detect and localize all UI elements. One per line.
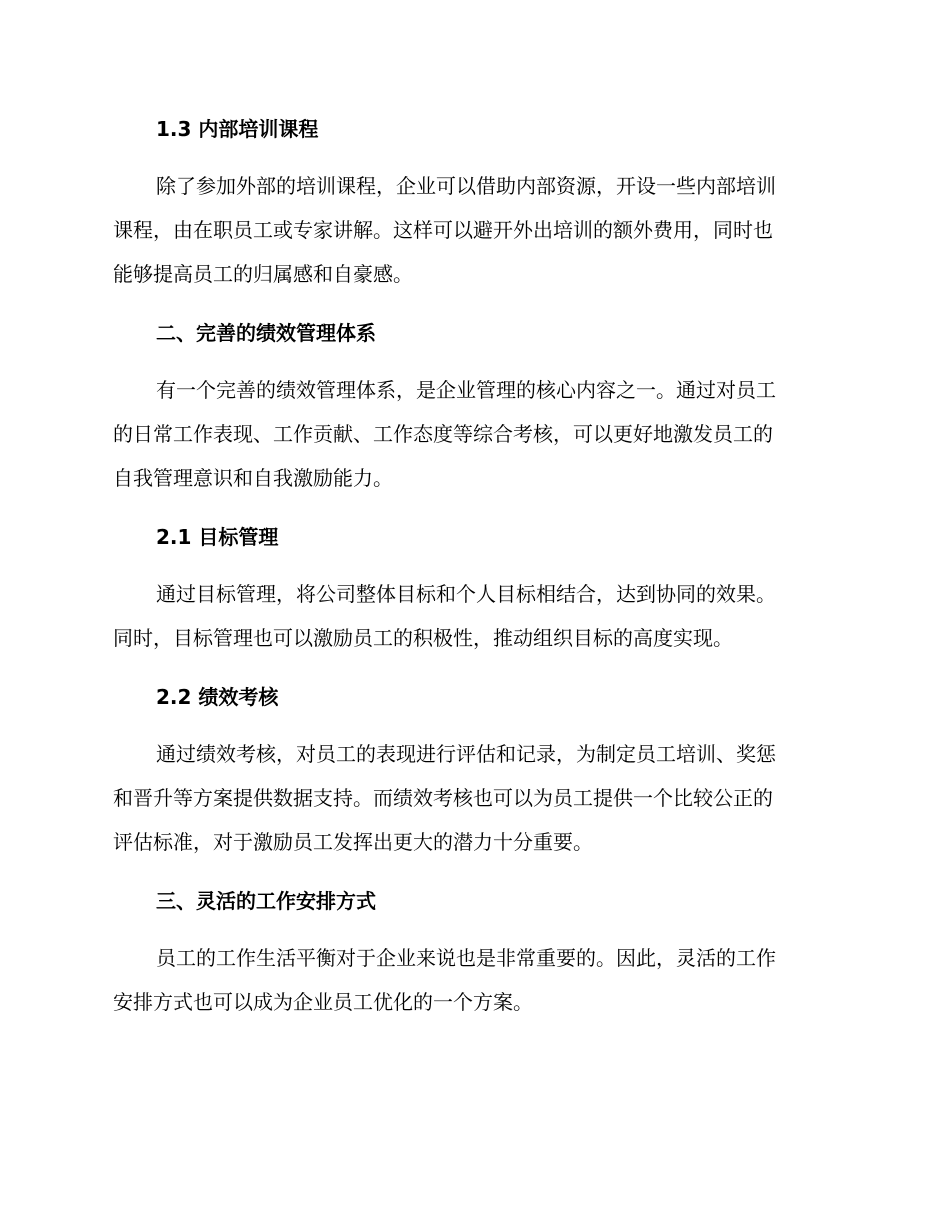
- paragraph-line: 的日常工作表现、工作贡献、工作态度等综合考核，可以更好地激发员工的: [113, 422, 773, 446]
- paragraph: [113, 732, 833, 864]
- paragraph-line: 通过绩效考核，对员工的表现进行评估和记录，为制定员工培训、奖惩: [156, 742, 776, 766]
- paragraph: [113, 572, 833, 660]
- paragraph: [113, 164, 833, 296]
- paragraph-line: 评估标准，对于激励员工发挥出更大的潜力十分重要。: [113, 830, 593, 854]
- section-heading: 1.3 内部培训课程: [156, 117, 319, 141]
- paragraph-line: 除了参加外部的培训课程，企业可以借助内部资源，开设一些内部培训: [156, 174, 776, 198]
- paragraph-line: 课程，由在职员工或专家讲解。这样可以避开外出培训的额外费用，同时也: [113, 218, 773, 242]
- paragraph-line: 有一个完善的绩效管理体系，是企业管理的核心内容之一。通过对员工: [156, 378, 776, 402]
- paragraph: [113, 936, 833, 1024]
- paragraph: [113, 368, 833, 500]
- paragraph-line: 自我管理意识和自我激励能力。: [113, 466, 393, 490]
- section-heading: 2.2 绩效考核: [156, 685, 279, 709]
- paragraph-line: 安排方式也可以成为企业员工优化的一个方案。: [113, 990, 533, 1014]
- paragraph-line: 能够提高员工的归属感和自豪感。: [113, 262, 413, 286]
- section-heading: 二、完善的绩效管理体系: [156, 321, 376, 345]
- paragraph-line: 和晋升等方案提供数据支持。而绩效考核也可以为员工提供一个比较公正的: [113, 786, 773, 810]
- paragraph-line: 同时，目标管理也可以激励员工的积极性，推动组织目标的高度实现。: [113, 626, 733, 650]
- paragraph-line: 通过目标管理，将公司整体目标和个人目标相结合，达到协同的效果。: [156, 582, 776, 606]
- section-heading: 三、灵活的工作安排方式: [156, 889, 376, 913]
- section-heading: 2.1 目标管理: [156, 525, 279, 549]
- paragraph-line: 员工的工作生活平衡对于企业来说也是非常重要的。因此，灵活的工作: [156, 946, 776, 970]
